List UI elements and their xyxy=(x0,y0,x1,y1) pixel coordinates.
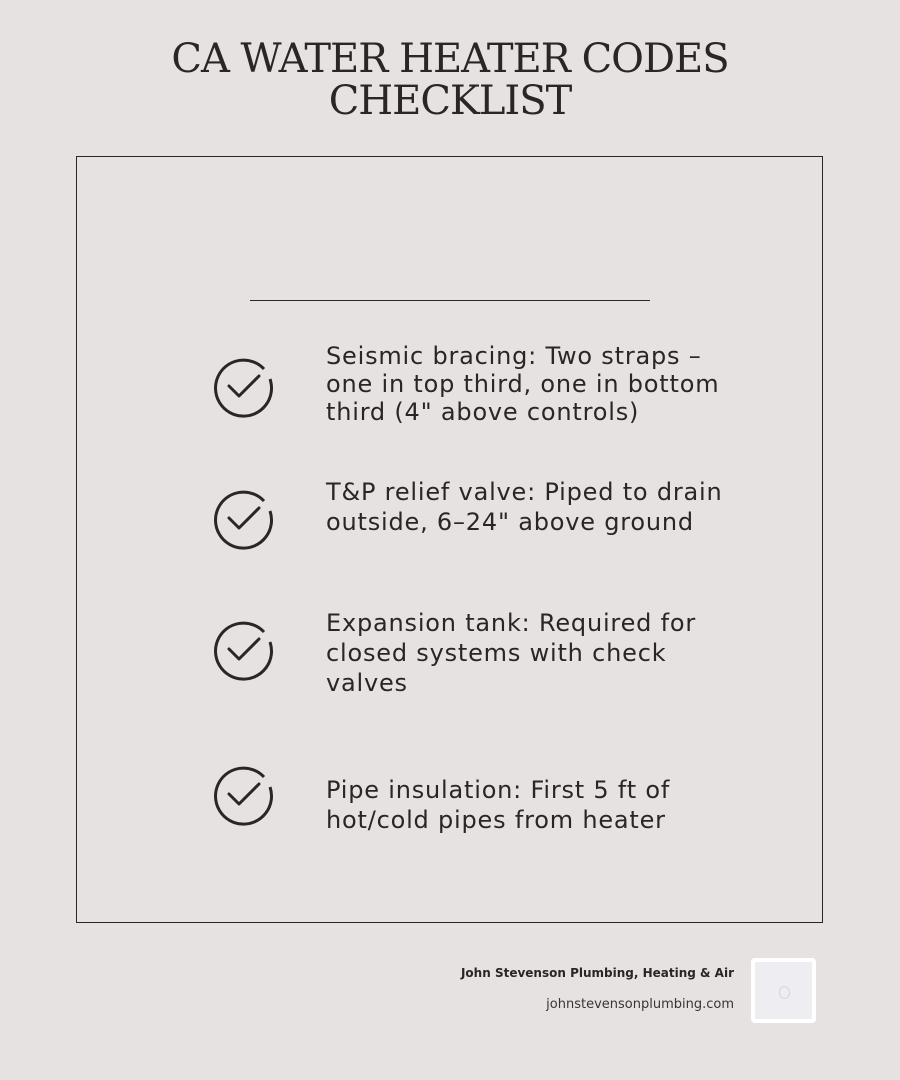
company-logo xyxy=(751,958,816,1023)
item-text: Expansion tank: Required for closed systems with check valves xyxy=(326,609,697,697)
item-text: Seismic bracing: Two straps – one in top third, one in bottom third (4" above controls) xyxy=(326,342,720,426)
page-title xyxy=(0,38,900,122)
check-circle-icon xyxy=(212,763,276,827)
logo-mark-icon xyxy=(779,986,790,999)
item-text: Pipe insulation: First 5 ft of hot/cold pipes from heater xyxy=(326,776,671,834)
check-circle-icon xyxy=(212,355,276,419)
check-circle-icon xyxy=(212,487,276,551)
title-line-2: CHECKLIST xyxy=(328,78,572,124)
company-name: John Stevenson Plumbing, Heating & Air xyxy=(460,966,734,980)
check-circle-icon xyxy=(212,618,276,682)
title-line-1: CA WATER HEATER CODES xyxy=(171,36,729,82)
website-link[interactable]: johnstevensonplumbing.com xyxy=(546,997,734,1012)
divider xyxy=(250,300,650,301)
item-text: T&P relief valve: Piped to drain outside, 6–24" above ground xyxy=(326,478,723,536)
